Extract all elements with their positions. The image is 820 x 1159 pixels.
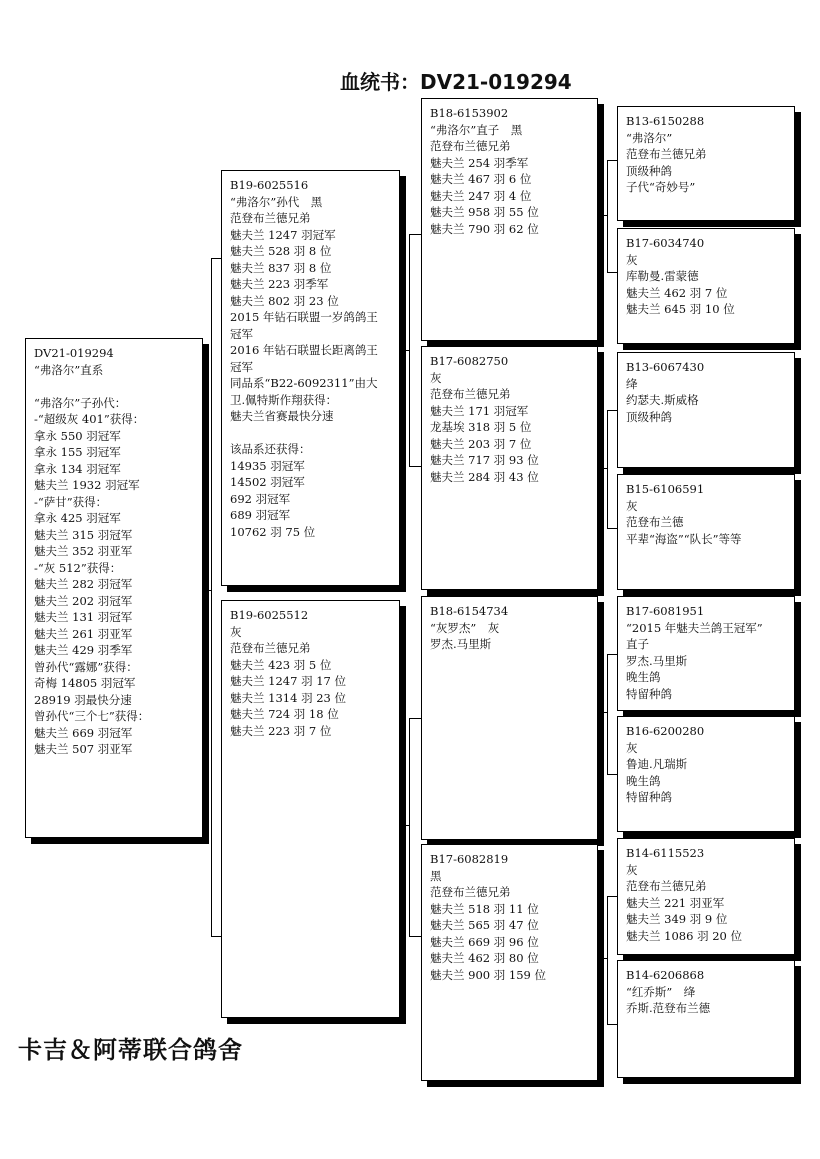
pedigree-text-line: 魅夫兰 802 羽 23 位 <box>230 293 339 308</box>
pedigree-text-line: 魅夫兰 254 羽季军 <box>430 155 529 170</box>
pedigree-text-line: 2016 年钻石联盟长距离鸽王 <box>230 343 378 357</box>
ring-number: B17-6034740 <box>626 236 705 250</box>
pedigree-text-line: 龙基埃 318 羽 5 位 <box>430 420 532 434</box>
pedigree-text-line <box>34 378 194 395</box>
pedigree-text-line: 灰 <box>230 624 242 639</box>
ancestor-card <box>617 474 795 590</box>
connector <box>409 466 421 467</box>
pedigree-text-line: 魅夫兰 1086 羽 20 位 <box>626 928 743 943</box>
pedigree-text-line: 魅夫兰 282 羽冠军 <box>34 577 133 591</box>
pedigree-text-line: 范登布兰德兄弟 <box>626 147 707 161</box>
pedigree-text-line: 范登布兰德兄弟 <box>430 885 511 899</box>
pedigree-text-line: 魅夫兰 131 羽冠军 <box>34 610 133 624</box>
connector <box>400 350 410 351</box>
ring-number: B15-6106591 <box>626 482 705 496</box>
pedigree-text-line: 魅夫兰 284 羽 43 位 <box>430 469 539 484</box>
pedigree-text-line: 罗杰.马里斯 <box>626 653 688 668</box>
ancestor-card <box>617 960 795 1078</box>
pedigree-text-line: 拿永 155 羽冠军 <box>34 445 121 459</box>
pedigree-text-line: 乔斯.范登布兰德 <box>626 1001 711 1015</box>
sire-dam-card <box>421 346 598 590</box>
pedigree-text-line: -“超级灰 401”获得： <box>34 412 145 426</box>
pedigree-text-line: 魅夫兰 669 羽冠军 <box>34 725 133 740</box>
pedigree-text-line: “弗洛尔”直系 <box>34 362 104 377</box>
loft-name: 卡吉＆阿蒂联合鸽舍 <box>18 1036 243 1064</box>
ancestor-card <box>617 596 795 711</box>
connector <box>607 160 617 161</box>
ring-number: B13-6150288 <box>626 114 705 128</box>
pedigree-text-line: 魅夫兰 518 羽 11 位 <box>430 901 539 916</box>
connector <box>607 160 608 272</box>
pedigree-text-line: 魅夫兰 958 羽 55 位 <box>430 205 539 219</box>
pedigree-text-line: 魅夫兰 717 羽 93 位 <box>430 453 539 467</box>
connector <box>409 718 421 719</box>
pedigree-text-line: 魅夫兰 352 羽亚军 <box>34 544 133 558</box>
pedigree-text-line: 拿永 425 羽冠军 <box>34 511 121 525</box>
pedigree-text-line: 魅夫兰省赛最快分速 <box>230 409 334 423</box>
connector <box>409 718 410 936</box>
pedigree-text-line: 晚生鸽 <box>626 670 661 684</box>
pedigree-text-line: 罗杰.马里斯 <box>430 637 492 651</box>
pedigree-text-line: 灰 <box>430 370 442 385</box>
pedigree-text-line: 魅夫兰 423 羽 5 位 <box>230 657 332 672</box>
pedigree-text-line: 魅夫兰 1247 羽冠军 <box>230 227 336 242</box>
pedigree-text-line: 魅夫兰 202 羽冠军 <box>34 593 133 608</box>
pedigree-text-line: 魅夫兰 462 羽 7 位 <box>626 285 728 300</box>
pedigree-text-line: 魅夫兰 462 羽 80 位 <box>430 951 539 965</box>
connector <box>607 528 617 529</box>
ring-number: B14-6206868 <box>626 968 705 982</box>
pedigree-text-line: 魅夫兰 1314 羽 23 位 <box>230 690 347 705</box>
pedigree-text-line: “弗洛尔”孙代 黑 <box>230 194 323 209</box>
pedigree-text-line: 该品系还获得： <box>230 442 311 456</box>
connector <box>607 896 617 897</box>
pedigree-text-line: 14935 羽冠军 <box>230 458 305 473</box>
pedigree-text-line: 魅夫兰 261 羽亚军 <box>34 626 133 641</box>
pedigree-text-line: 拿永 134 羽冠军 <box>34 461 121 476</box>
pedigree-text-line: 特留种鸽 <box>626 790 672 804</box>
connector <box>598 958 608 959</box>
connector <box>607 896 608 1024</box>
pedigree-text-line: 冠军 <box>230 359 253 374</box>
pedigree-text-line: 冠军 <box>230 326 253 341</box>
pedigree-text-line: 平辈“海盗”“队长”等等 <box>626 531 742 546</box>
pedigree-text-line: 2015 年钻石联盟一岁鸽鸽王 <box>230 310 378 324</box>
connector <box>607 774 617 775</box>
ring-number: B17-6081951 <box>626 604 705 618</box>
pedigree-text-line: 魅夫兰 528 羽 8 位 <box>230 244 332 258</box>
pedigree-text-line: 魅夫兰 203 羽 7 位 <box>430 436 532 451</box>
ring-number: B13-6067430 <box>626 360 705 374</box>
pedigree-text-line: 14502 羽冠军 <box>230 475 305 489</box>
connector <box>598 215 608 216</box>
pedigree-text-line: -“萨甘”获得： <box>34 494 108 509</box>
ring-number: B18-6154734 <box>430 604 509 618</box>
ancestor-card <box>617 838 795 955</box>
dam-sire-card <box>421 596 598 840</box>
pedigree-text-line: “2015 年魅夫兰鸽王冠军” <box>626 620 763 635</box>
subject-card <box>25 338 203 838</box>
connector <box>203 590 212 591</box>
pedigree-text-line: 魅夫兰 315 羽冠军 <box>34 527 133 542</box>
pedigree-text-line: “弗洛尔”子孙代： <box>34 395 127 410</box>
pedigree-text-line: 范登布兰德兄弟 <box>230 641 311 655</box>
connector <box>607 272 617 273</box>
pedigree-text-line: 魅夫兰 507 羽亚军 <box>34 742 133 756</box>
pedigree-text-line: 灰 <box>626 498 638 513</box>
pedigree-text-line: 692 羽冠军 <box>230 491 291 506</box>
connector <box>607 410 608 528</box>
pedigree-text-line: 子代“奇妙号” <box>626 180 696 194</box>
pedigree-text-line: 魅夫兰 171 羽冠军 <box>430 403 529 418</box>
pedigree-text-line: 灰 <box>626 740 638 755</box>
pedigree-text-line: “弗洛尔” <box>626 130 673 145</box>
pedigree-text-line: 范登布兰德 <box>626 515 684 529</box>
pedigree-text-line: 689 羽冠军 <box>230 508 291 522</box>
ancestor-card <box>617 106 795 221</box>
connector <box>211 936 221 937</box>
pedigree-text-line: 魅夫兰 724 羽 18 位 <box>230 707 339 721</box>
pedigree-text-line: “红乔斯” 绛 <box>626 984 696 999</box>
pedigree-text-line: 范登布兰德兄弟 <box>626 879 707 893</box>
dam-card <box>221 600 400 1018</box>
pedigree-text-line: 曾孙代“露娜”获得： <box>34 659 138 674</box>
connector <box>607 654 608 774</box>
pedigree-text-line: “弗洛尔”直子 黑 <box>430 122 523 137</box>
pedigree-text-line: 顶级种鸽 <box>626 163 672 178</box>
pedigree-text-line: 魅夫兰 247 羽 4 位 <box>430 188 532 203</box>
connector <box>211 258 212 936</box>
ring-number: B14-6115523 <box>626 846 705 860</box>
pedigree-text-line: 灰 <box>626 252 638 267</box>
pedigree-text-line: 魅夫兰 467 羽 6 位 <box>430 172 532 186</box>
pedigree-text-line: 魅夫兰 223 羽 7 位 <box>230 723 332 738</box>
ancestor-card <box>617 228 795 344</box>
pedigree-text-line: 鲁迪.凡瑞斯 <box>626 757 688 771</box>
ring-number: B19-6025512 <box>230 608 309 622</box>
pedigree-text-line: 约瑟夫.斯威格 <box>626 393 699 407</box>
pedigree-text-line: 卫.佩特斯作翔获得： <box>230 392 338 407</box>
sire-sire-card <box>421 98 598 341</box>
pedigree-text-line: 魅夫兰 349 羽 9 位 <box>626 912 728 926</box>
pedigree-text-line: 灰 <box>626 862 638 877</box>
sire-card <box>221 170 400 586</box>
connector <box>409 936 421 937</box>
pedigree-text-line: 魅夫兰 1247 羽 17 位 <box>230 674 347 688</box>
connector <box>598 468 608 469</box>
pedigree-text-line: 特留种鸽 <box>626 686 672 701</box>
pedigree-text-line: 范登布兰德兄弟 <box>430 139 511 153</box>
pedigree-text-line: 绛 <box>626 376 638 391</box>
ring-number: B17-6082819 <box>430 852 509 866</box>
pedigree-text-line: 晚生鸽 <box>626 773 661 788</box>
pedigree-text-line: 魅夫兰 221 羽亚军 <box>626 895 725 910</box>
pedigree-text-line: 魅夫兰 790 羽 62 位 <box>430 221 539 236</box>
dam-dam-card <box>421 844 598 1081</box>
ring-number: B16-6200280 <box>626 724 705 738</box>
connector <box>409 234 421 235</box>
pedigree-text-line: “灰罗杰” 灰 <box>430 620 500 635</box>
pedigree-text-line: 黑 <box>430 868 442 883</box>
pedigree-text-line: 拿永 550 羽冠军 <box>34 428 121 443</box>
pedigree-text-line: 魅夫兰 900 羽 159 位 <box>430 967 547 982</box>
pedigree-text-line: 魅夫兰 223 羽季军 <box>230 277 329 291</box>
connector <box>607 654 617 655</box>
pedigree-text-line: 顶级种鸽 <box>626 409 672 424</box>
page-title: 血统书：DV21-019294 <box>340 70 572 94</box>
pedigree-text-line: 奇梅 14805 羽冠军 <box>34 676 136 690</box>
pedigree-text-line: 魅夫兰 1932 羽冠军 <box>34 478 140 492</box>
pedigree-text-line: 库勒曼.雷蒙德 <box>626 269 699 283</box>
connector <box>607 410 617 411</box>
pedigree-text-line: 魅夫兰 669 羽 96 位 <box>430 934 539 949</box>
ancestor-card <box>617 352 795 468</box>
connector <box>400 825 410 826</box>
pedigree-text-line <box>230 425 391 442</box>
connector <box>598 712 608 713</box>
pedigree-text-line: 范登布兰德兄弟 <box>430 387 511 401</box>
pedigree-text-line: 魅夫兰 565 羽 47 位 <box>430 918 539 932</box>
pedigree-text-line: 直子 <box>626 637 649 651</box>
connector <box>211 258 221 259</box>
pedigree-text-line: 曾孙代“三个七”获得： <box>34 709 150 723</box>
pedigree-text-line: 28919 羽最快分速 <box>34 692 132 707</box>
pedigree-text-line: 10762 羽 75 位 <box>230 524 316 539</box>
ring-number: B19-6025516 <box>230 178 309 192</box>
ring-number: B17-6082750 <box>430 354 509 368</box>
ring-number: DV21-019294 <box>34 346 114 360</box>
connector <box>607 1024 617 1025</box>
pedigree-text-line: 同品系“B22-6092311”由大 <box>230 376 378 390</box>
pedigree-text-line: 魅夫兰 837 羽 8 位 <box>230 260 332 275</box>
ancestor-card <box>617 716 795 832</box>
pedigree-text-line: -“灰 512”获得： <box>34 560 122 575</box>
pedigree-text-line: 范登布兰德兄弟 <box>230 211 311 225</box>
pedigree-text-line: 魅夫兰 645 羽 10 位 <box>626 302 735 316</box>
pedigree-text-line: 魅夫兰 429 羽季军 <box>34 643 133 657</box>
ring-number: B18-6153902 <box>430 106 509 120</box>
